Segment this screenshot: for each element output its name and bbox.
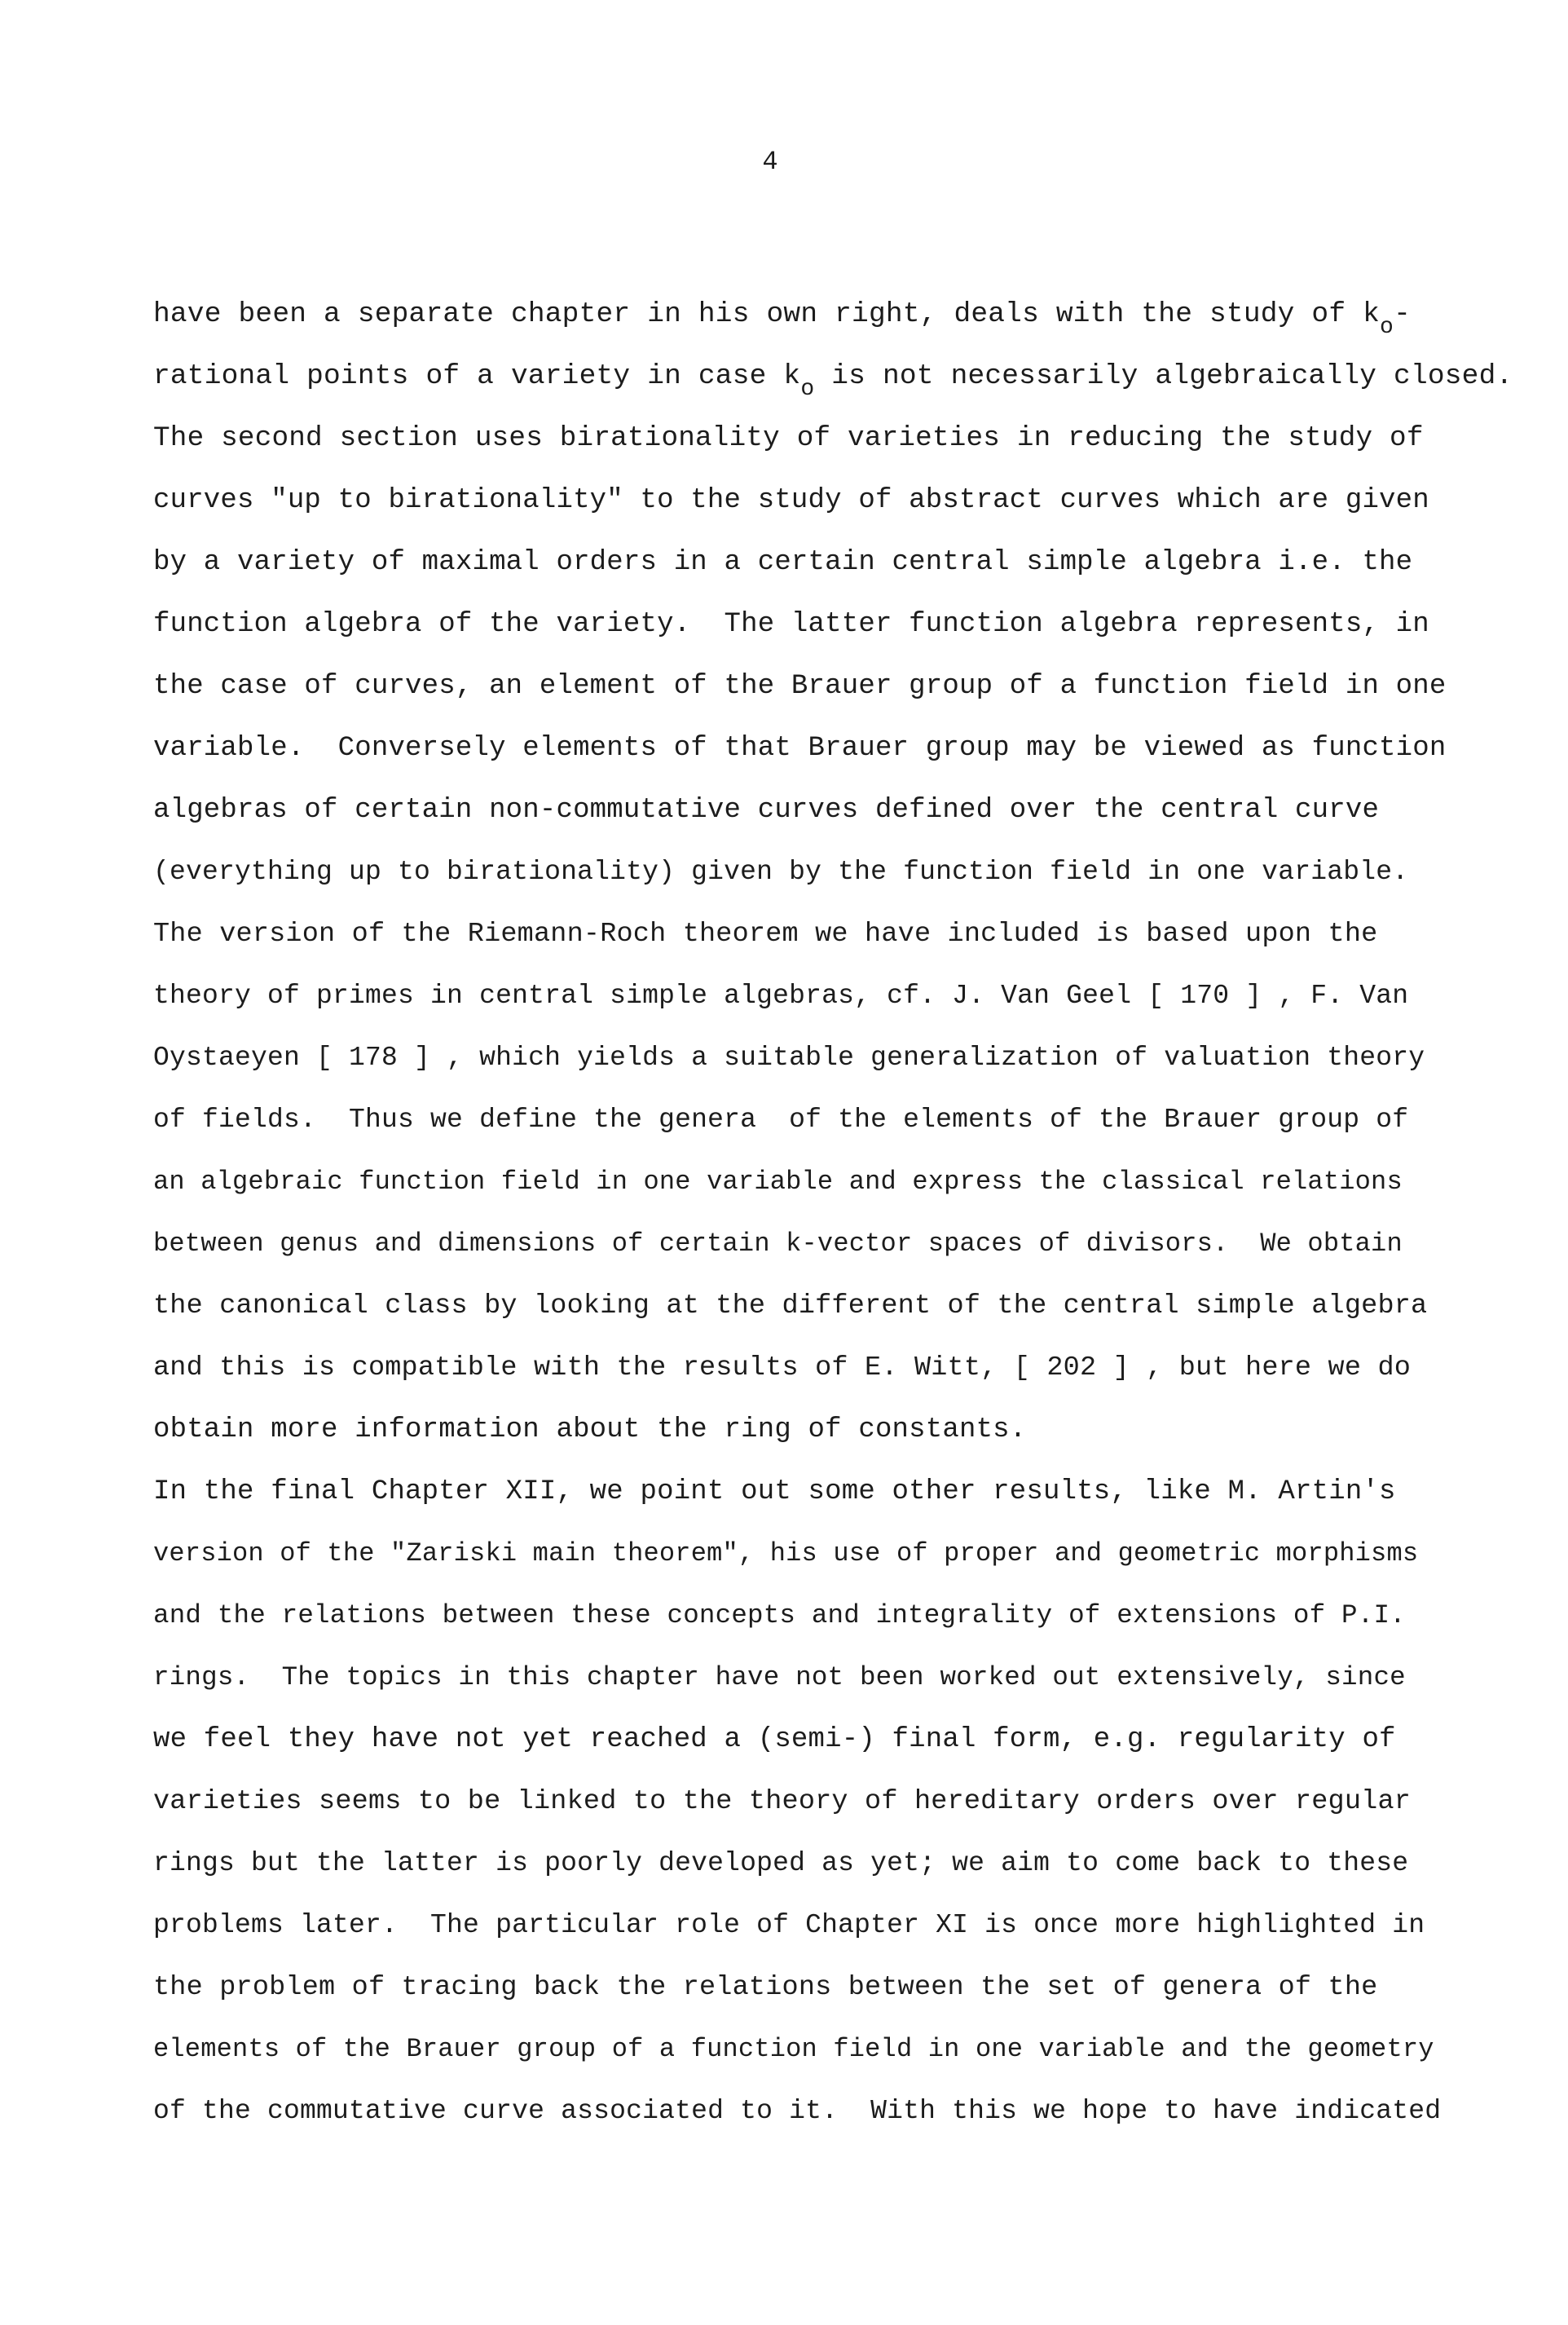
text-line: rings. The topics in this chapter have not been worked out extensively, since — [153, 1662, 1406, 1692]
text-line: curves "up to birationality" to the study of abstract curves which are given — [153, 485, 1429, 516]
text-line: variable. Conversely elements of that Brauer group may be viewed as function — [153, 733, 1447, 764]
text-line: of fields. Thus we define the genera of the elements of the Brauer group of — [153, 1105, 1409, 1135]
text-line: an algebraic function field in one variable and express the classical relations — [153, 1167, 1403, 1197]
text-line: by a variety of maximal orders in a certain central simple algebra i.e. the — [153, 547, 1413, 578]
text-line: rational points of a variety in case $k_o$ is not necessarily algebraically closed. — [153, 360, 1513, 402]
text-line: and this is compatible with the results of E. Witt, [ 202 ] , but here we do — [153, 1352, 1412, 1383]
text-line: obtain more information about the ring of constants. — [153, 1414, 1027, 1445]
text-line: of the commutative curve associated to it. With this we hope to have indicated — [153, 2096, 1442, 2126]
text-line: The version of the Riemann-Roch theorem we have included is based upon the — [153, 919, 1378, 950]
text-line: elements of the Brauer group of a function field in one variable and the geometry — [153, 2034, 1434, 2064]
text-line: rings but the latter is poorly developed as yet; we aim to come back to these — [153, 1848, 1409, 1878]
text-line: the problem of tracing back the relations between the set of genera of the — [153, 1972, 1378, 2003]
text-line: varieties seems to be linked to the theory of hereditary orders over regular — [153, 1786, 1412, 1817]
text-line: version of the "Zariski main theorem", his use of proper and geometric morphisms — [153, 1538, 1419, 1568]
text-line: algebras of certain non-commutative curves defined over the central curve — [153, 795, 1380, 826]
text-line: function algebra of the variety. The latter function algebra represents, in — [153, 609, 1429, 640]
text-line: problems later. The particular role of Chapter XI is once more highlighted in — [153, 1910, 1425, 1940]
page-number: 4 — [762, 147, 778, 177]
text-line: and the relations between these concepts and integrality of extensions of P.I. — [153, 1600, 1406, 1630]
text-line: Oystaeyen [ 178 ] , which yields a suitable generalization of valuation theory — [153, 1043, 1425, 1073]
text-line: have been a separate chapter in his own right, deals with the study of $k_o-$ — [153, 298, 1411, 340]
text-line: In the final Chapter XII, we point out some other results, like M. Artin's — [153, 1476, 1396, 1507]
text-line: theory of primes in central simple algebras, cf. J. Van Geel [ 170 ] , F. Van — [153, 981, 1409, 1011]
text-line: the case of curves, an element of the Brauer group of a function field in one — [153, 671, 1447, 702]
text-line: The second section uses birationality of varieties in reducing the study of — [153, 422, 1424, 454]
text-line: between genus and dimensions of certain k-vector spaces of divisors. We obtain — [153, 1229, 1403, 1259]
text-line: (everything up to birationality) given by the function field in one variable. — [153, 857, 1409, 887]
text-line: we feel they have not yet reached a (semi-) final form, e.g. regularity of — [153, 1724, 1396, 1755]
text-line: the canonical class by looking at the different of the central simple algebra — [153, 1290, 1428, 1321]
